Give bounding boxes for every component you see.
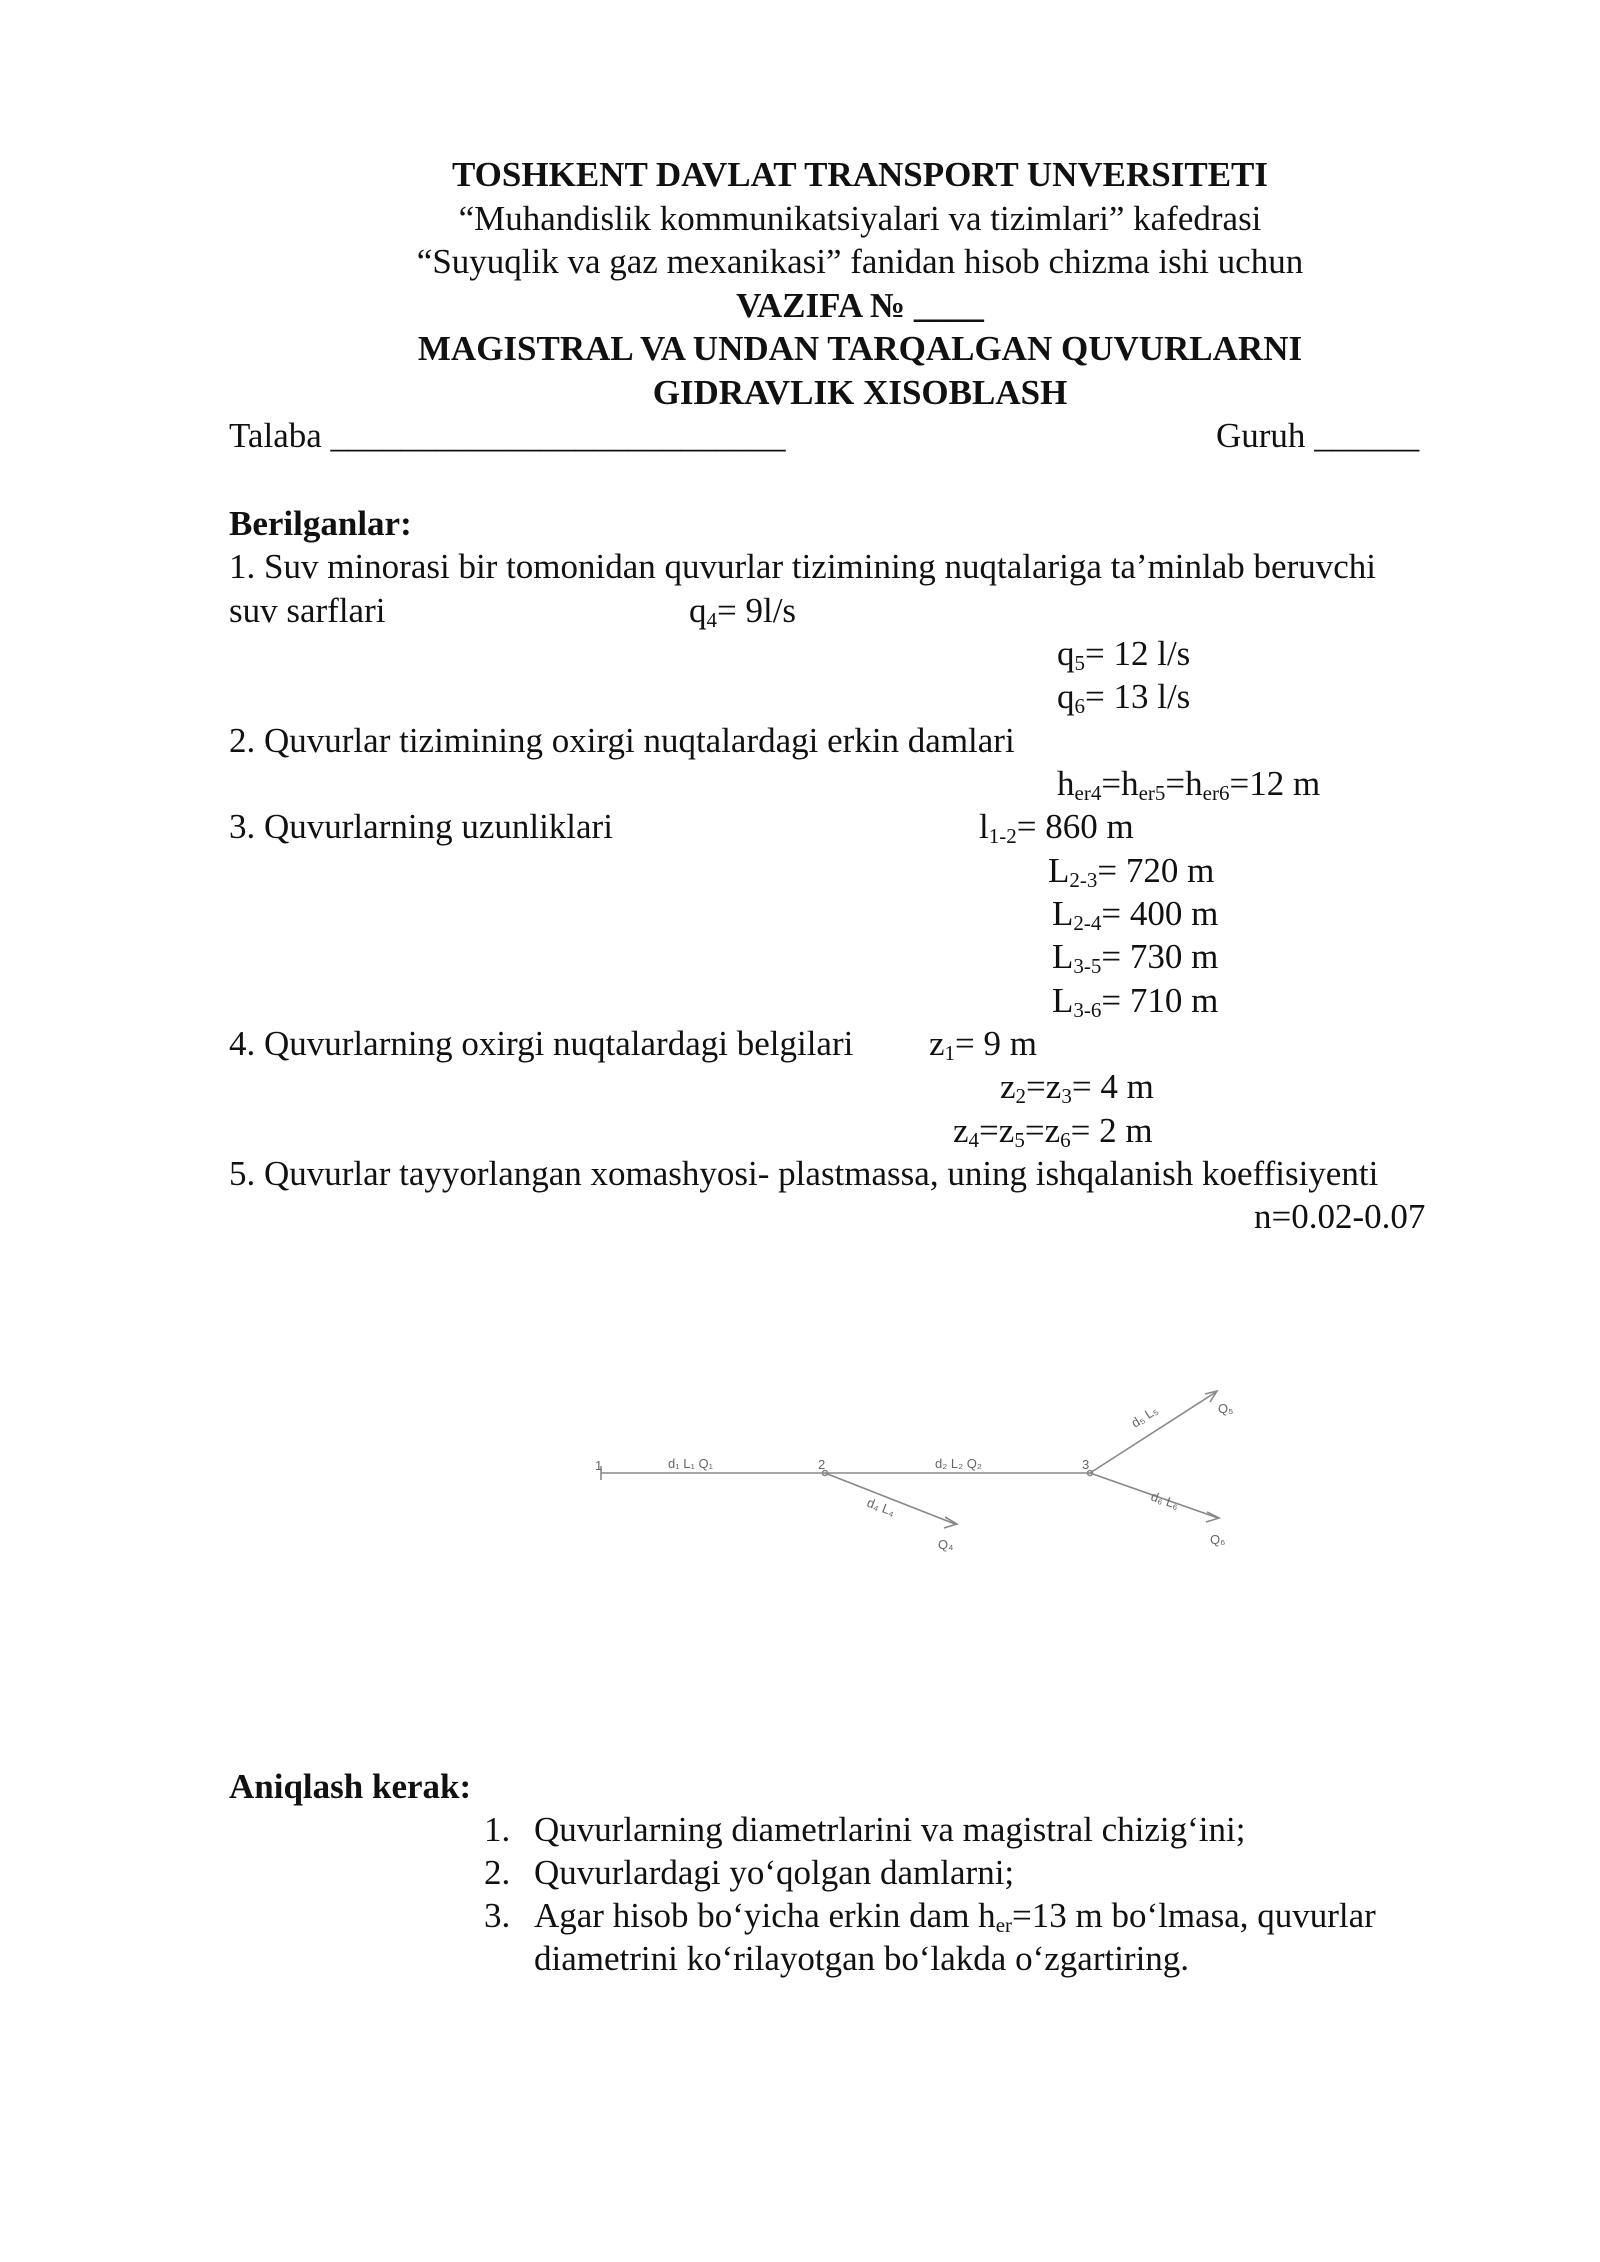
given-item-1-cont: suv sarflari — [229, 591, 386, 630]
task-item-1: 1. Quvurlarning diametrlarini va magistral chizig‘ini; — [484, 1810, 1246, 1849]
elevation-z2-z3: $z_2=z_3= 4$ m — [1000, 1067, 1154, 1108]
length-l36: $L_{3-6}= 710$ m — [1052, 981, 1219, 1022]
title-line-1: MAGISTRAL VA UNDAN TARQALGAN QUVURLARNI — [417, 329, 1303, 368]
given-item-5: 5. Quvurlar tayyorlangan xomashyosi- plastmassa, uning ishqalanish koeffisiyenti — [229, 1154, 1379, 1193]
course-line: “Suyuqlik va gaz mexanikasi” fanidan hisob chizma ishi uchun — [416, 242, 1304, 281]
length-l24: $L_{2-4}= 400$ m — [1052, 894, 1219, 935]
given-item-2: 2. Quvurlar tizimining oxirgi nuqtalardagi erkin damlari — [229, 721, 1015, 760]
node-1-label: 1 — [595, 1458, 603, 1473]
department-name: “Muhandislik kommunikatsiyalari va tizimlari” kafedrasi — [458, 199, 1262, 238]
task-item-3: 3. Agar hisob bo‘yicha erkin dam $h_{er}=13$ m bo‘lmasa, quvurlar diametrini ko‘rilayotgan bo‘lakda o‘zgartiring. — [484, 1896, 1376, 1978]
given-heading: Berilganlar: — [229, 504, 412, 543]
task-item-2: 2. Quvurlardagi yo‘qolgan damlarni; — [484, 1853, 1015, 1892]
node-3-label: 3 — [1082, 1457, 1090, 1472]
pipe-1-2-label: d₁ L₁ Q₁ — [668, 1456, 713, 1471]
tasks-heading: Aniqlash kerak: — [229, 1767, 472, 1806]
group-label: Guruh — [1216, 416, 1306, 455]
outflow-q5-label: Q₅ — [1218, 1401, 1234, 1416]
friction-coefficient: n=0.02-0.07 — [1254, 1197, 1426, 1236]
university-name: TOSHKENT DAVLAT TRANSPORT UNVERSITETI — [451, 155, 1269, 194]
flow-q5: $q_5= 12$ l/s — [1057, 634, 1191, 675]
node-2-label: 2 — [818, 1457, 826, 1472]
pipe-2-3-label: d₂ L₂ Q₂ — [935, 1456, 982, 1471]
arrow-q5 — [1205, 1391, 1217, 1402]
given-item-1: 1. Suv minorasi bir tomonidan quvurlar tizimining nuqtalariga ta’minlab beruvchi — [229, 547, 1376, 586]
group-blank: ______ — [1314, 416, 1420, 455]
tasks-list — [470, 1808, 1376, 1980]
outflow-q4-label: Q₄ — [938, 1537, 954, 1552]
free-heads: $h_{er4}=h_{er5}=h_{er6}=12$ m — [1057, 764, 1321, 805]
given-item-3: 3. Quvurlarning uzunliklari — [229, 807, 613, 846]
pipe-3-6-label: d₆ L₆ — [1149, 1488, 1181, 1513]
flow-q4: $q_4= 9l/s$ — [689, 591, 797, 632]
elevation-z4-z6: $z_4=z_5=z_6= 2$ m — [953, 1111, 1153, 1152]
pipe-2-4-label: d₄ L₄ — [864, 1494, 898, 1520]
arrow-q6 — [1206, 1512, 1219, 1522]
student-label: Talaba — [229, 416, 322, 455]
elevation-z1: $z_1= 9$ m — [929, 1024, 1038, 1065]
flow-q6: $q_6= 13$ l/s — [1057, 677, 1191, 718]
length-l12: $l_{1-2}= 860$ m — [979, 807, 1134, 848]
given-item-4: 4. Quvurlarning oxirgi nuqtalardagi belgilari — [229, 1024, 854, 1063]
student-blank: __________________________ — [330, 416, 786, 455]
length-l35: $L_{3-5}= 730$ m — [1052, 937, 1219, 978]
outflow-q6-label: Q₆ — [1210, 1532, 1226, 1547]
title-line-2: GIDRAVLIK XISOBLASH — [652, 373, 1068, 412]
pipe-3-5-label: d₅ L₅ — [1128, 1402, 1161, 1431]
length-l23: $L_{2-3}= 720$ m — [1048, 851, 1215, 892]
task-number: VAZIFA № ____ — [736, 286, 984, 325]
